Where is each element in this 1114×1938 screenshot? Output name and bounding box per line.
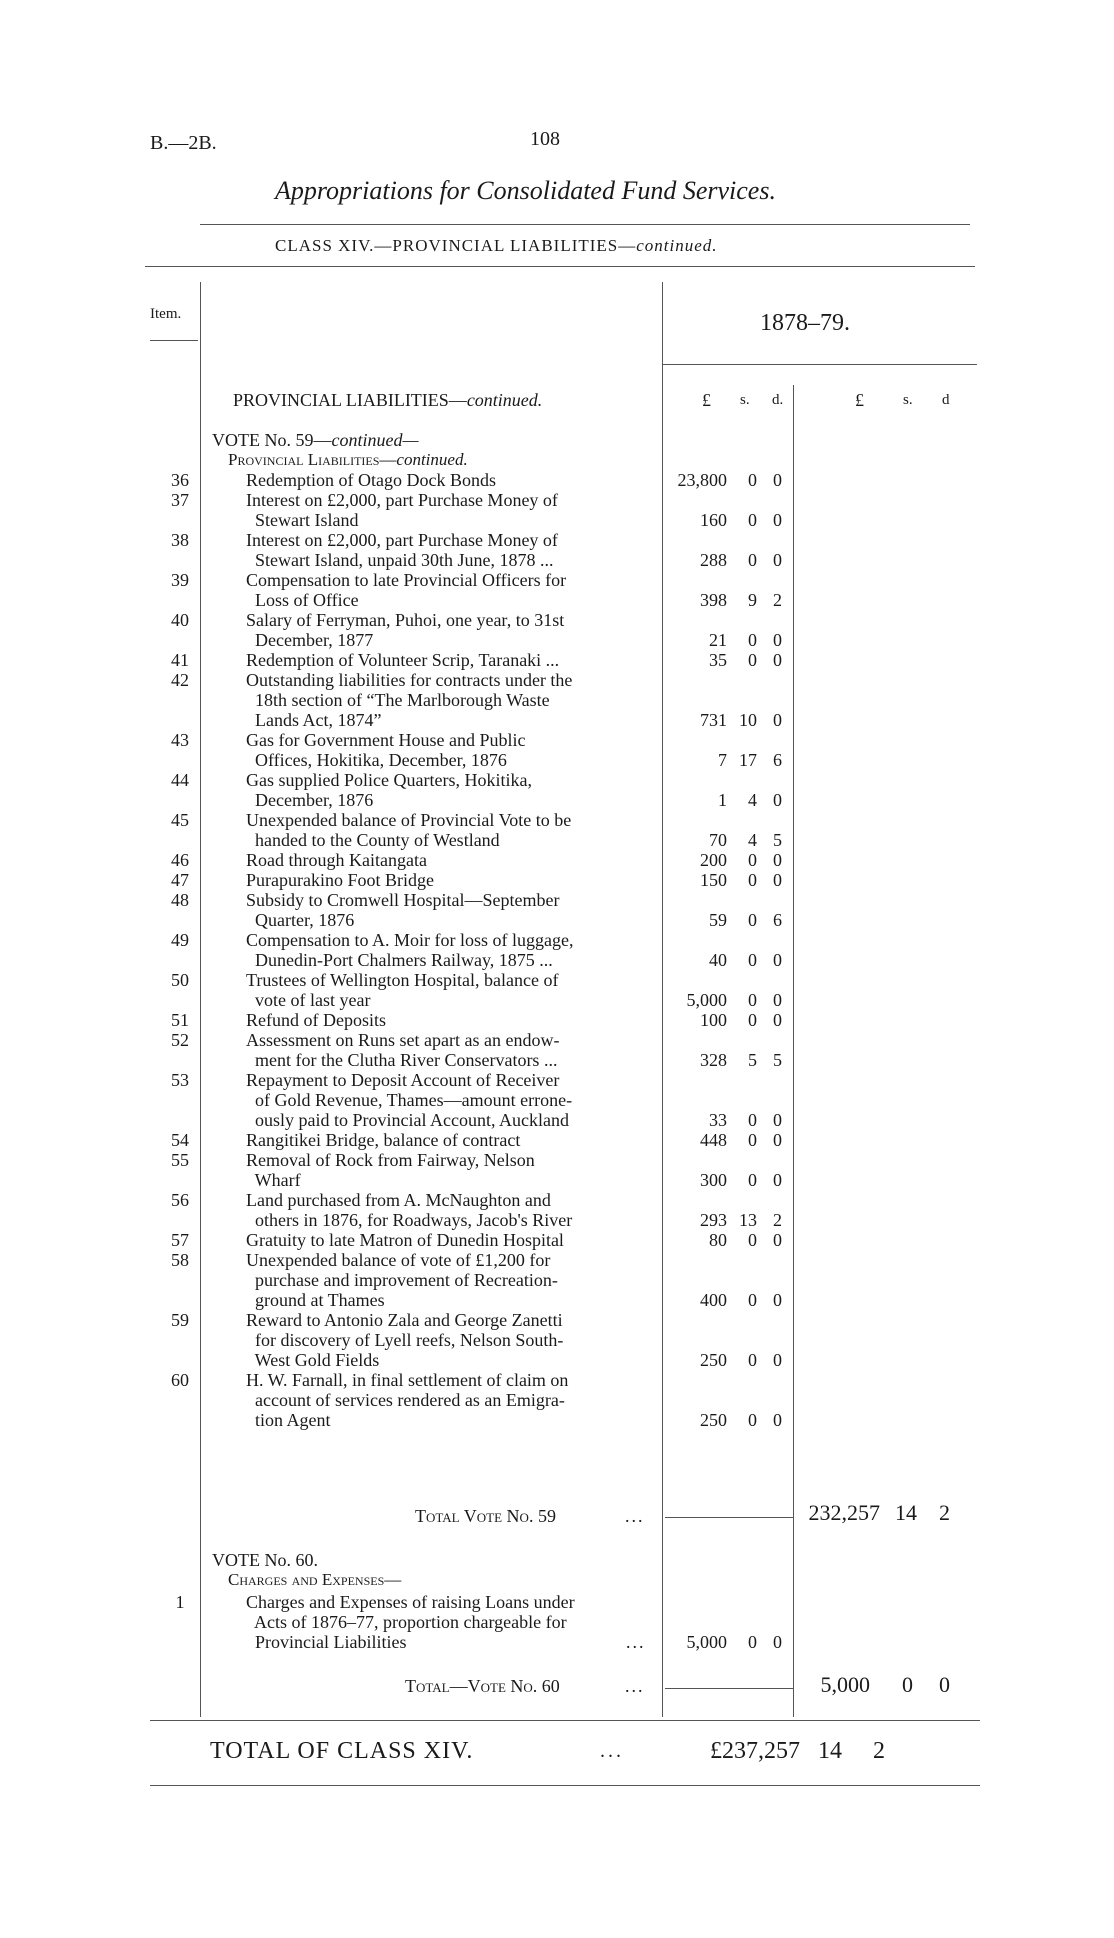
amount-pounds: 250: [700, 1350, 727, 1370]
item-description: Interest on £2,000, part Purchase Money of Stewart Island: [246, 490, 558, 530]
header-rule: [145, 266, 975, 267]
item-column-header: Item.: [150, 306, 182, 322]
amount-pounds: 80: [709, 1230, 727, 1250]
item-description: Repayment to Deposit Account of Receiver of Gold Revenue, Thames—amount errone- ously paid to Provincial Account, Auckland: [246, 1070, 573, 1130]
item-description: Compensation to A. Moir for loss of luggage, Dunedin-Port Chalmers Railway, 1875 ...: [246, 930, 574, 970]
amount-pounds: 59: [709, 910, 727, 930]
amount-shillings: 0: [748, 1230, 757, 1250]
item-number: 43: [171, 730, 189, 750]
item-number: 48: [171, 890, 189, 910]
amount-pence: 6: [773, 910, 782, 930]
item-description: H. W. Farnall, in final settlement of claim on account of services rendered as an Emigra- tion Agent: [246, 1370, 569, 1430]
item-description: Purapurakino Foot Bridge: [246, 870, 434, 890]
amount-shillings: 5: [748, 1050, 757, 1070]
total60-dots: ...: [625, 1676, 645, 1696]
amount-pounds: 70: [709, 830, 727, 850]
item-number: 40: [171, 610, 189, 630]
amount-pence: 0: [773, 1110, 782, 1130]
item-number: 39: [171, 570, 189, 590]
amount-pence: 0: [773, 470, 782, 490]
class-heading-cont: continued.: [636, 236, 718, 255]
amount-pence: 0: [773, 650, 782, 670]
amount-pence: 0: [773, 790, 782, 810]
amount-shillings: 0: [748, 510, 757, 530]
amount-pounds: 250: [700, 1410, 727, 1430]
amount-shillings: 0: [748, 850, 757, 870]
amount-pounds: 400: [700, 1290, 727, 1310]
amount-pounds: 35: [709, 650, 727, 670]
amount-pence: 0: [773, 1170, 782, 1190]
amount-pence: 0: [773, 1130, 782, 1150]
total60-pence: 0: [939, 1672, 950, 1697]
amount-pence: 2: [773, 590, 782, 610]
amount-shillings: 10: [739, 710, 757, 730]
amount-pounds: 200: [700, 850, 727, 870]
col-pound-2: £: [855, 390, 864, 410]
amount-shillings: 0: [748, 470, 757, 490]
amount-pounds: 398: [700, 590, 727, 610]
vote60-item-number: 1: [175, 1592, 185, 1612]
amount-shillings: 0: [748, 1350, 757, 1370]
item-description: Removal of Rock from Fairway, Nelson Wharf: [246, 1150, 535, 1190]
item-description: Reward to Antonio Zala and George Zanetti for discovery of Lyell reefs, Nelson South- West Gold Fields: [246, 1310, 564, 1370]
amount-shillings: 0: [748, 950, 757, 970]
class-total-pence: 2: [873, 1738, 885, 1764]
item-number: 38: [171, 530, 189, 550]
amount-shillings: 0: [748, 1410, 757, 1430]
vote60-item-text: Charges and Expenses of raising Loans under Acts of 1876–77, proportion chargeable for Provincial Liabilities: [246, 1592, 575, 1652]
vote60-dots: ...: [626, 1632, 646, 1652]
item-number: 56: [171, 1190, 189, 1210]
item-header-rule: [150, 340, 198, 341]
amount-pence: 0: [773, 1350, 782, 1370]
item-number: 53: [171, 1070, 189, 1090]
item-description: Unexpended balance of vote of £1,200 for purchase and improvement of Recreation- ground at Thames: [246, 1250, 558, 1310]
amount-pence: 0: [773, 1230, 782, 1250]
class-total-dots: ...: [600, 1740, 624, 1762]
vote59-sub-cont: continued.: [396, 450, 468, 469]
amount-shillings: 0: [748, 990, 757, 1010]
amount-pounds: 40: [709, 950, 727, 970]
amount-shillings: 0: [748, 1110, 757, 1130]
amount-pounds: 293: [700, 1210, 727, 1230]
class-total-label: TOTAL OF CLASS XIV.: [210, 1738, 474, 1764]
amount-shillings: 4: [748, 790, 757, 810]
amount-pence: 0: [773, 710, 782, 730]
item-number: 45: [171, 810, 189, 830]
item-description: Rangitikei Bridge, balance of contract: [246, 1130, 521, 1150]
amount-pounds: 23,800: [677, 470, 727, 490]
vote60-sub: Charges and Expenses—: [228, 1570, 402, 1589]
vote59-heading-cont: continued—: [331, 430, 419, 450]
total59-label: [415, 1506, 556, 1527]
item-description: Redemption of Volunteer Scrip, Taranaki ...: [246, 650, 560, 670]
item-description: Assessment on Runs set apart as an endow- ment for the Clutha River Conservators ...: [246, 1030, 560, 1070]
amount-shillings: 0: [748, 1010, 757, 1030]
amount-pounds: 100: [700, 1010, 727, 1030]
item-number: 44: [171, 770, 189, 790]
item-number: 52: [171, 1030, 189, 1050]
amount-pence: 0: [773, 1290, 782, 1310]
amount-shillings: 0: [748, 630, 757, 650]
amount-shillings: 13: [739, 1210, 757, 1230]
item-number: 47: [171, 870, 189, 890]
amount-shillings: 9: [748, 590, 757, 610]
item-description: Gratuity to late Matron of Dunedin Hospital: [246, 1230, 564, 1250]
amount-pence: 6: [773, 750, 782, 770]
vote60-shillings: 0: [748, 1632, 757, 1652]
item-number: 41: [171, 650, 189, 670]
item-description: Gas for Government House and Public Offices, Hokitika, December, 1876: [246, 730, 526, 770]
item-description: Trustees of Wellington Hospital, balance of vote of last year: [246, 970, 559, 1010]
vote59-sub-text: Provincial Liabilities—: [228, 450, 397, 469]
vote60-pounds: 5,000: [686, 1632, 727, 1652]
amount-pence: 0: [773, 850, 782, 870]
total59-pence: 2: [939, 1500, 950, 1525]
amount-pounds: 1: [718, 790, 727, 810]
amount-pence: 0: [773, 1010, 782, 1030]
amount-pence: 0: [773, 990, 782, 1010]
amount-pence: 0: [773, 1410, 782, 1430]
amount-shillings: 0: [748, 1170, 757, 1190]
amount-pence: 0: [773, 950, 782, 970]
item-description: Redemption of Otago Dock Bonds: [246, 470, 496, 490]
subtotal-col-rule: [793, 385, 794, 1717]
vote59-heading-text: VOTE No. 59—: [212, 430, 332, 450]
col-s-2: s.: [903, 392, 913, 408]
col-d-2: d: [942, 392, 950, 408]
amount-pounds: 328: [700, 1050, 727, 1070]
item-number: 37: [171, 490, 189, 510]
amount-pence: 2: [773, 1210, 782, 1230]
total60-pounds: 5,000: [820, 1672, 870, 1697]
item-description: Gas supplied Police Quarters, Hokitika, December, 1876: [246, 770, 532, 810]
amount-pounds: 7: [718, 750, 727, 770]
section-heading-cont: continued.: [466, 390, 543, 410]
section-heading: [233, 390, 542, 411]
vote60-pence: 0: [773, 1632, 782, 1652]
amount-pounds: 160: [700, 510, 727, 530]
item-description: Salary of Ferryman, Puhoi, one year, to 31st December, 1877: [246, 610, 565, 650]
amount-pounds: 21: [709, 630, 727, 650]
amount-shillings: 0: [748, 550, 757, 570]
item-description: Interest on £2,000, part Purchase Money of Stewart Island, unpaid 30th June, 1878 ...: [246, 530, 558, 570]
item-description: Road through Kaitangata: [246, 850, 427, 870]
item-number: 51: [171, 1010, 189, 1030]
document-ref: B.—2B.: [150, 132, 217, 154]
amount-pounds: 731: [700, 710, 727, 730]
item-number: 55: [171, 1150, 189, 1170]
year-rule: [662, 364, 977, 365]
total59-label-text: Total Vote No. 59: [415, 1506, 556, 1526]
item-description: Land purchased from A. McNaughton and others in 1876, for Roadways, Jacob's River: [246, 1190, 573, 1230]
amount-pounds: 33: [709, 1110, 727, 1130]
class-total-pounds: £237,257: [710, 1738, 800, 1764]
page-bottom-rule: [150, 1785, 980, 1786]
amount-pounds: 150: [700, 870, 727, 890]
amount-pence: 5: [773, 830, 782, 850]
amount-pence: 5: [773, 1050, 782, 1070]
item-number: 46: [171, 850, 189, 870]
item-description: Subsidy to Cromwell Hospital—September Quarter, 1876: [246, 890, 560, 930]
amount-pence: 0: [773, 630, 782, 650]
item-description: Outstanding liabilities for contracts under the 18th section of “The Marlborough Waste Lands Act, 1874”: [246, 670, 573, 730]
class-total-shillings: 14: [818, 1738, 842, 1764]
item-number: 36: [171, 470, 189, 490]
item-number: 49: [171, 930, 189, 950]
item-number: 57: [171, 1230, 189, 1250]
amount-shillings: 0: [748, 910, 757, 930]
total60-rule: [665, 1688, 793, 1689]
total60-shillings: 0: [902, 1672, 913, 1697]
amount-pounds: 300: [700, 1170, 727, 1190]
amount-shillings: 0: [748, 870, 757, 890]
vote59-sub: [228, 450, 468, 470]
item-number: 50: [171, 970, 189, 990]
total59-shillings: 14: [895, 1500, 917, 1525]
item-description: Unexpended balance of Provincial Vote to be handed to the County of Westland: [246, 810, 572, 850]
amount-pounds: 448: [700, 1130, 727, 1150]
total60-label: [405, 1676, 560, 1697]
item-number: 54: [171, 1130, 189, 1150]
amount-shillings: 0: [748, 1290, 757, 1310]
class-heading: [275, 236, 718, 256]
total59-rule: [665, 1517, 793, 1518]
amount-shillings: 0: [748, 650, 757, 670]
title-rule: [200, 224, 970, 225]
page-number: 108: [530, 128, 560, 150]
col-s-1: s.: [740, 392, 750, 408]
col-d-1: d.: [772, 392, 784, 408]
item-number: 42: [171, 670, 189, 690]
class-heading-text: CLASS XIV.—PROVINCIAL LIABILITIES—: [275, 236, 637, 255]
amount-shillings: 4: [748, 830, 757, 850]
item-description: Refund of Deposits: [246, 1010, 386, 1030]
total60-label-text: Total—Vote No. 60: [405, 1676, 560, 1696]
amount-pounds: 5,000: [686, 990, 727, 1010]
item-description: Compensation to late Provincial Officers for Loss of Office: [246, 570, 567, 610]
total59-pounds: 232,257: [808, 1500, 880, 1525]
amount-shillings: 0: [748, 1130, 757, 1150]
vote60-heading: VOTE No. 60.: [212, 1550, 318, 1570]
amount-pence: 0: [773, 870, 782, 890]
amount-shillings: 17: [739, 750, 757, 770]
amount-pence: 0: [773, 550, 782, 570]
year-header: 1878–79.: [760, 310, 850, 336]
page-title: Appropriations for Consolidated Fund Services.: [275, 176, 776, 205]
amount-pence: 0: [773, 510, 782, 530]
section-heading-text: PROVINCIAL LIABILITIES—: [233, 390, 467, 410]
col-pound-1: £: [702, 390, 711, 410]
item-number: 60: [171, 1370, 189, 1390]
item-number: 58: [171, 1250, 189, 1270]
amount-pounds: 288: [700, 550, 727, 570]
total59-dots: ...: [625, 1506, 645, 1526]
item-number: 59: [171, 1310, 189, 1330]
table-bottom-rule: [150, 1720, 980, 1721]
vote59-heading: [212, 430, 419, 451]
